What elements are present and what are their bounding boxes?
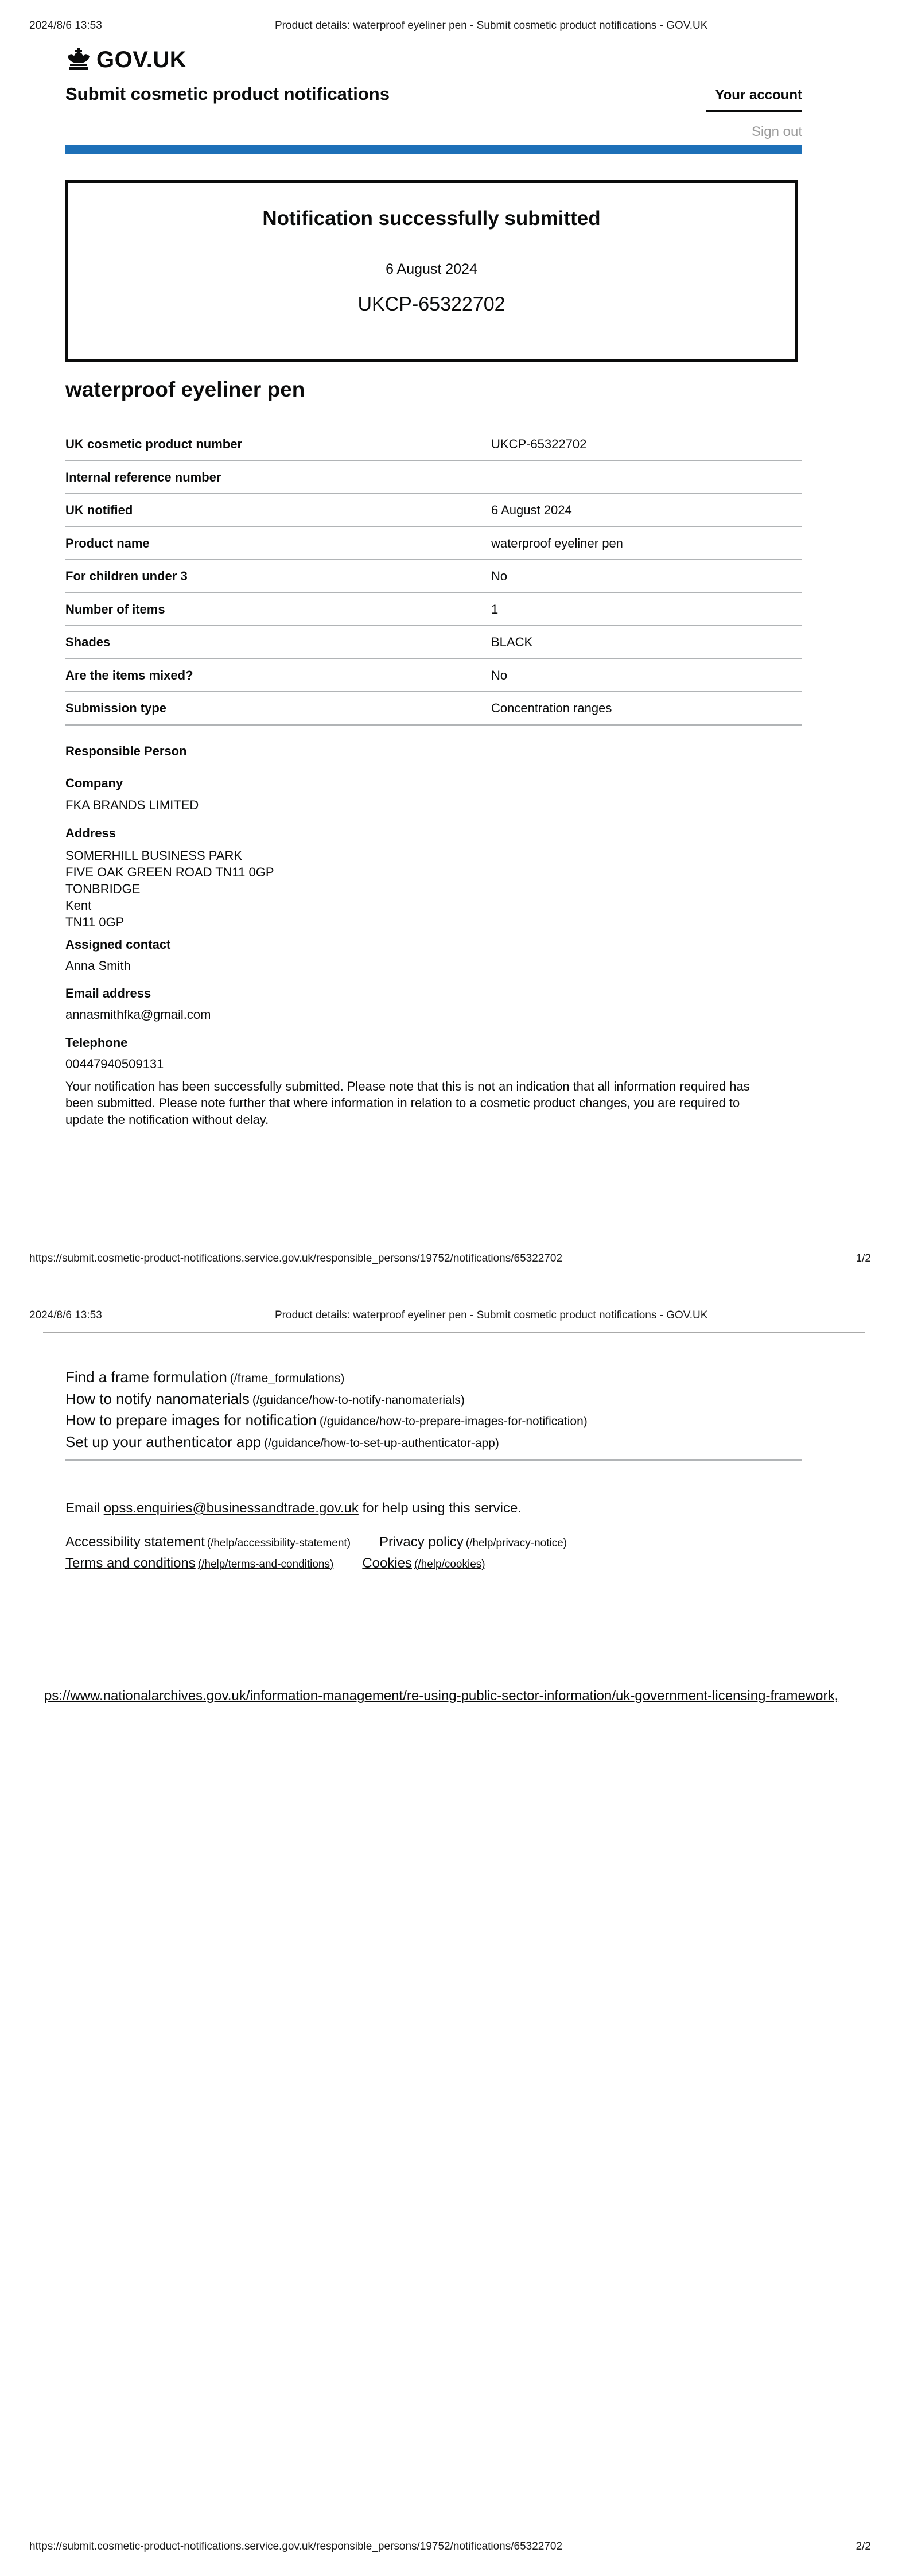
print-header-title: Product details: waterproof eyeliner pen - Submit cosmetic product notifications - GOV.UK [275, 20, 708, 32]
link-href-text: (/help/terms-and-conditions) [197, 1558, 334, 1570]
product-summary-table [65, 428, 802, 726]
row-value: waterproof eyeliner pen [491, 536, 623, 550]
address-line: FIVE OAK GREEN ROAD TN11 0GP [65, 865, 274, 879]
guidance-links [65, 1367, 588, 1453]
telephone-label: Telephone [65, 1035, 128, 1050]
table-row [65, 428, 802, 461]
confirmation-title: Notification successfully submitted [262, 207, 601, 230]
table-row [65, 494, 802, 527]
row-value: 6 August 2024 [491, 503, 572, 517]
prepare-images-link[interactable]: How to prepare images for notification (/guidance/how-to-prepare-images-for-notification) [65, 1411, 588, 1429]
link-href-text: (/guidance/how-to-prepare-images-for-notification) [319, 1415, 588, 1428]
telephone-value: 00447940509131 [65, 1057, 164, 1071]
assigned-contact-value: Anna Smith [65, 959, 131, 973]
table-row [65, 527, 802, 561]
confirmation-panel [65, 180, 798, 362]
accessibility-statement-link[interactable]: Accessibility statement (/help/accessibility-statement) [65, 1534, 351, 1550]
confirmation-reference: UKCP-65322702 [357, 293, 505, 315]
print-footer-pagenum: 2/2 [855, 2540, 871, 2552]
row-label: Number of items [65, 602, 165, 616]
help-prefix: Email [65, 1500, 100, 1516]
print-footer-url: https://submit.cosmetic-product-notifications.service.gov.uk/responsible_persons/19752/notifications/65322702 [29, 2540, 563, 2552]
address-line: TN11 0GP [65, 915, 125, 929]
row-value: No [491, 569, 508, 583]
table-row [65, 692, 802, 726]
email-address-value: annasmithfka@gmail.com [65, 1007, 211, 1022]
authenticator-app-link[interactable]: Set up your authenticator app (/guidance/how-to-set-up-authenticator-app) [65, 1433, 499, 1450]
table-row [65, 593, 802, 627]
footer-top-rule [43, 1332, 865, 1333]
link-href-text: (/help/privacy-notice) [465, 1537, 567, 1549]
crown-icon [65, 48, 92, 71]
support-email-link[interactable]: opss.enquiries@businessandtrade.gov.uk [103, 1500, 359, 1516]
legal-links-row-2 [65, 1553, 485, 1574]
row-value: No [491, 668, 508, 682]
address-line: TONBRIDGE [65, 882, 141, 896]
link-href-text: (/guidance/how-to-notify-nanomaterials) [252, 1393, 465, 1407]
frame-formulation-link[interactable]: Find a frame formulation (/frame_formulations) [65, 1368, 345, 1386]
cookies-link[interactable]: Cookies (/help/cookies) [362, 1555, 485, 1571]
submission-note: Your notification has been successfully submitted. Please note that this is not an indication that all information required has been submitted. Please note further that where information in relation to a cosmetic product changes, you are required to update the notification without delay. [65, 1079, 750, 1127]
row-label: Are the items mixed? [65, 668, 193, 682]
assigned-contact-label: Assigned contact [65, 937, 171, 952]
link-href-text: (/help/cookies) [414, 1558, 485, 1570]
print-header-title: Product details: waterproof eyeliner pen - Submit cosmetic product notifications - GOV.UK [275, 1309, 708, 1321]
help-suffix: for help using this service. [362, 1500, 522, 1516]
row-label: Product name [65, 536, 150, 550]
row-label: For children under 3 [65, 569, 188, 583]
responsible-person-heading: Responsible Person [65, 744, 187, 758]
sign-out-link[interactable]: Sign out [751, 124, 802, 139]
company-value: FKA BRANDS LIMITED [65, 798, 199, 812]
row-label: Internal reference number [65, 470, 221, 484]
help-line [65, 1500, 522, 1516]
govuk-logo-text: GOV.UK [96, 47, 187, 72]
address-label: Address [65, 826, 116, 840]
terms-and-conditions-link[interactable]: Terms and conditions (/help/terms-and-conditions) [65, 1555, 334, 1571]
row-label: UK cosmetic product number [65, 437, 243, 451]
national-archives-link[interactable]: ps://www.nationalarchives.gov.uk/information-management/re-using-public-sector-information/uk-government-licensing-framework, [44, 1688, 839, 1704]
table-row [65, 626, 802, 659]
address-line: SOMERHILL BUSINESS PARK [65, 848, 243, 863]
your-account-underline [706, 110, 802, 112]
row-value: Concentration ranges [491, 701, 612, 715]
service-name-heading: Submit cosmetic product notifications [65, 84, 390, 104]
your-account-link[interactable]: Your account [715, 87, 802, 103]
table-row [65, 560, 802, 593]
print-footer-pagenum: 1/2 [855, 1252, 871, 1264]
confirmation-date: 6 August 2024 [386, 261, 477, 277]
notify-nanomaterials-link[interactable]: How to notify nanomaterials (/guidance/how-to-notify-nanomaterials) [65, 1390, 465, 1407]
footer-section-rule [65, 1459, 802, 1461]
table-row [65, 659, 802, 693]
row-label: UK notified [65, 503, 133, 517]
row-label: Submission type [65, 701, 167, 715]
link-href-text: (/guidance/how-to-set-up-authenticator-app) [264, 1436, 499, 1450]
legal-links-row-1 [65, 1531, 567, 1553]
row-value: 1 [491, 602, 499, 616]
row-value: UKCP-65322702 [491, 437, 587, 451]
link-href-text: (/help/accessibility-statement) [207, 1537, 351, 1549]
email-address-label: Email address [65, 986, 151, 1000]
header-blue-bar [65, 145, 802, 154]
print-header-datetime: 2024/8/6 13:53 [29, 1309, 102, 1321]
product-name-heading: waterproof eyeliner pen [65, 378, 305, 401]
table-row [65, 461, 802, 495]
print-footer-url: https://submit.cosmetic-product-notifications.service.gov.uk/responsible_persons/19752/notifications/65322702 [29, 1252, 563, 1264]
privacy-policy-link[interactable]: Privacy policy (/help/privacy-notice) [379, 1534, 567, 1550]
row-label: Shades [65, 635, 111, 649]
address-line: Kent [65, 898, 92, 913]
row-value: BLACK [491, 635, 533, 649]
link-href-text: (/frame_formulations) [230, 1372, 345, 1385]
company-label: Company [65, 776, 123, 790]
print-header-datetime: 2024/8/6 13:53 [29, 20, 102, 32]
